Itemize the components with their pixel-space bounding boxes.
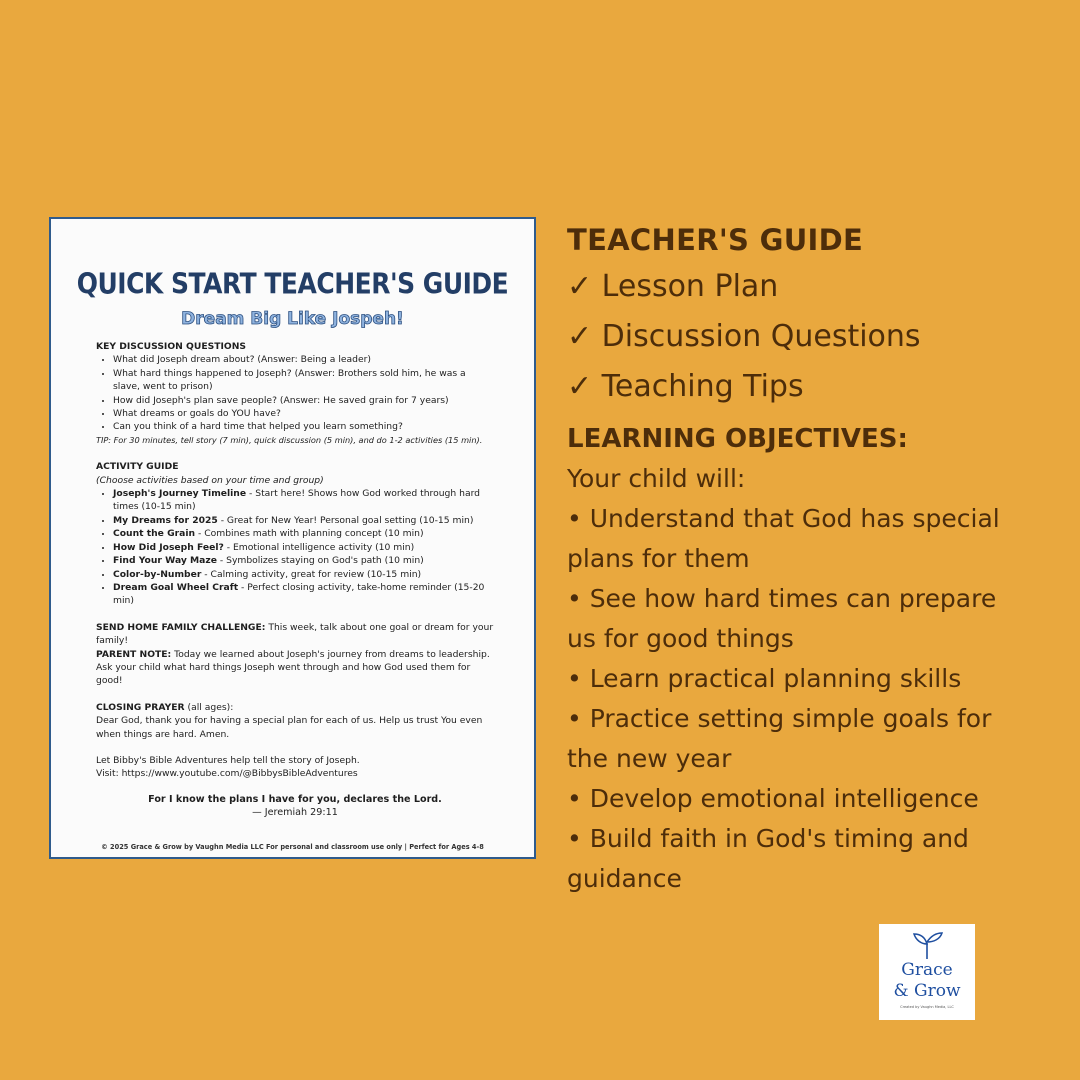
grace-and-grow-logo bbox=[879, 924, 975, 1020]
closing-prayer-suffix: (all ages): bbox=[184, 701, 234, 713]
activity-name: Color-by-Number bbox=[113, 568, 202, 580]
objectives-intro: Your child will: bbox=[567, 464, 746, 493]
activity-item bbox=[113, 581, 494, 608]
activity-desc: - Great for New Year! Personal goal setting (10-15 min) bbox=[217, 514, 474, 526]
logo-text-grow: & Grow bbox=[893, 981, 961, 1001]
activity-item bbox=[113, 487, 494, 514]
objective-line: the new year bbox=[567, 744, 732, 773]
family-challenge bbox=[96, 621, 494, 648]
bible-verse: For I know the plans I have for you, declares the Lord. bbox=[148, 793, 442, 805]
family-challenge-text: This week, talk about one goal or dream for your family! bbox=[96, 621, 494, 647]
discussion-item: • Can you think of a hard time that helped you learn something? bbox=[113, 420, 494, 433]
feature-item: ✓ Lesson Plan bbox=[567, 269, 779, 304]
parent-note-label: PARENT NOTE: bbox=[96, 648, 172, 660]
discussion-item: • What dreams or goals do YOU have? bbox=[113, 407, 494, 420]
activity-name: Find Your Way Maze bbox=[113, 555, 217, 567]
objective-line: • Build faith in God's timing and bbox=[567, 824, 969, 853]
document-title: QUICK START TEACHER'S GUIDE bbox=[76, 266, 509, 301]
discussion-item: • What hard things happened to Joseph? (Answer: Brothers sold him, he was a slave, went to prison) bbox=[113, 367, 494, 394]
activity-name: Count the Grain bbox=[113, 528, 196, 540]
activity-name: How Did Joseph Feel? bbox=[113, 541, 224, 553]
parent-note bbox=[96, 648, 494, 688]
document-footer: © 2025 Grace & Grow by Vaughn Media LLC For personal and classroom use only | Perfect for Ages 4-8 bbox=[101, 843, 484, 851]
activity-desc: - Combines math with planning concept (10 min) bbox=[195, 528, 424, 540]
closing-prayer-label: CLOSING PRAYER bbox=[96, 701, 185, 713]
activity-item bbox=[113, 527, 494, 540]
timing-tip: TIP: For 30 minutes, tell story (7 min), quick discussion (5 min), and do 1-2 activities (15 min). bbox=[96, 434, 483, 445]
activity-item bbox=[113, 554, 494, 567]
activity-name: My Dreams for 2025 bbox=[113, 514, 218, 526]
objectives-heading: LEARNING OBJECTIVES: bbox=[567, 424, 908, 454]
objective-line: us for good things bbox=[567, 624, 794, 653]
activity-item bbox=[113, 541, 494, 554]
activity-item bbox=[113, 514, 494, 527]
discussion-item: • How did Joseph's plan save people? (Answer: He saved grain for 7 years) bbox=[113, 394, 494, 407]
closing-prayer-heading bbox=[96, 701, 494, 714]
promo-line: Let Bibby's Bible Adventures help tell the story of Joseph. bbox=[96, 754, 360, 766]
activity-desc: - Symbolizes staying on God's path (10 min) bbox=[216, 555, 424, 567]
sprout-icon bbox=[909, 930, 945, 960]
document-body bbox=[96, 340, 494, 819]
product-description bbox=[567, 218, 1067, 899]
feature-item: ✓ Teaching Tips bbox=[567, 369, 804, 404]
activity-note: (Choose activities based on your time and group) bbox=[96, 474, 324, 486]
feature-item: ✓ Discussion Questions bbox=[567, 319, 921, 354]
teacher-guide-preview bbox=[49, 217, 536, 859]
objective-line: • Develop emotional intelligence bbox=[567, 784, 979, 813]
activity-desc: - Calming activity, great for review (10-15 min) bbox=[201, 568, 422, 580]
activity-heading: ACTIVITY GUIDE bbox=[96, 461, 179, 473]
objective-line: • Learn practical planning skills bbox=[567, 664, 962, 693]
closing-prayer-text: Dear God, thank you for having a special plan for each of us. Help us trust You even when things are hard. Amen. bbox=[96, 715, 483, 740]
discussion-list bbox=[96, 353, 494, 433]
logo-text-grace: Grace bbox=[901, 960, 953, 980]
discussion-item: • What did Joseph dream about? (Answer: Being a leader) bbox=[113, 353, 494, 366]
objective-line: • Understand that God has special bbox=[567, 504, 1000, 533]
activity-desc: - Perfect closing activity, take-home reminder (15-20 min) bbox=[113, 581, 485, 607]
activity-list bbox=[96, 487, 494, 608]
features-heading: TEACHER'S GUIDE bbox=[567, 223, 864, 257]
objective-line: plans for them bbox=[567, 544, 750, 573]
activity-item bbox=[113, 568, 494, 581]
document-subtitle: Dream Big Like Jospeh! bbox=[181, 309, 404, 329]
logo-tagline: Created by Vaughn Media, LLC bbox=[900, 1005, 954, 1009]
objective-line: • See how hard times can prepare bbox=[567, 584, 997, 613]
activity-name: Joseph's Journey Timeline bbox=[113, 488, 247, 500]
verse-reference: — Jeremiah 29:11 bbox=[252, 806, 338, 818]
discussion-heading: KEY DISCUSSION QUESTIONS bbox=[96, 341, 247, 352]
activity-name: Dream Goal Wheel Craft bbox=[113, 581, 239, 593]
objective-line: • Practice setting simple goals for bbox=[567, 704, 992, 733]
objective-line: guidance bbox=[567, 864, 682, 893]
activity-desc: - Emotional intelligence activity (10 min) bbox=[223, 541, 415, 553]
promo-url: Visit: https://www.youtube.com/@BibbysBibleAdventures bbox=[96, 768, 358, 780]
parent-note-text: Today we learned about Joseph's journey from dreams to leadership. Ask your child what hard things Joseph went through and how God used them for good! bbox=[96, 648, 490, 687]
activity-desc: - Start here! Shows how God worked through hard times (10-15 min) bbox=[113, 488, 481, 513]
family-challenge-label: SEND HOME FAMILY CHALLENGE: bbox=[96, 621, 266, 633]
